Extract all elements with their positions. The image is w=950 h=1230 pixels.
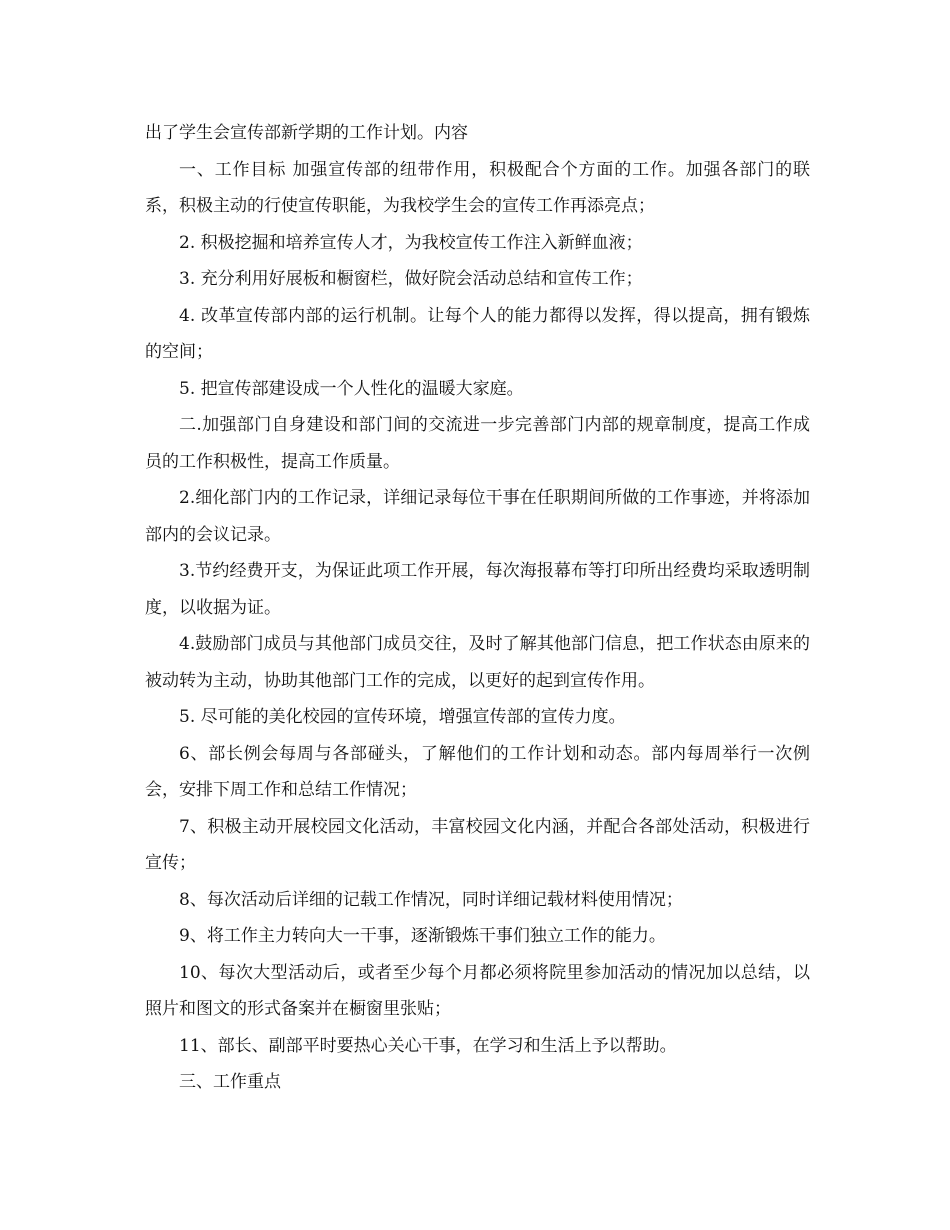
paragraph-section-2-item-2: 2.细化部门内的工作记录，详细记录每位干事在任职期间所做的工作事迹，并将添加部内的会议记录。	[145, 488, 810, 545]
paragraph-item-6: 6、部长例会每周与各部碰头，了解他们的工作计划和动态。部内每周举行一次例会，安排下周工作和总结工作情况；	[145, 743, 810, 800]
paragraph-goal-4: 4. 改革宣传部内部的运行机制。让每个人的能力都得以发挥，得以提高，拥有锻炼的空间；	[145, 305, 810, 362]
paragraph-goal-3: 3. 充分利用好展板和橱窗栏，做好院会活动总结和宣传工作；	[179, 269, 643, 289]
paragraph-goal-1: 一、工作目标 加强宣传部的纽带作用，积极配合个方面的工作。加强各部门的联系，积极主动的行使宣传职能，为我校学生会的宣传工作再添亮点；	[145, 159, 810, 216]
paragraph-goal-2: 2. 积极挖掘和培养宣传人才，为我校宣传工作注入新鲜血液；	[179, 232, 643, 253]
paragraph-goal-5: 5. 把宣传部建设成一个人性化的温暖大家庭。	[179, 378, 524, 399]
paragraph-item-8: 8、每次活动后详细的记载工作情况，同时详细记载材料使用情况；	[179, 889, 683, 910]
paragraph-item-9: 9、将工作主力转向大一干事，逐渐锻炼干事们独立工作的能力。	[179, 926, 666, 946]
paragraph-section-2-item-3: 3.节约经费开支，为保证此项工作开展，每次海报幕布等打印所出经费均采取透明制度，以收据为证。	[145, 561, 810, 618]
document-body	[145, 115, 810, 1101]
paragraph-intro: 出了学生会宣传部新学期的工作计划。内容	[145, 123, 468, 143]
paragraph-section-2-item-4: 4.鼓励部门成员与其他部门成员交往，及时了解其他部门信息，把工作状态由原来的被动转为主动，协助其他部门工作的完成，以更好的起到宣传作用。	[145, 634, 810, 691]
paragraph-item-7: 7、积极主动开展校园文化活动，丰富校园文化内涵，并配合各部处活动，积极进行宣传；	[145, 816, 810, 873]
paragraph-section-2-item-5: 5. 尽可能的美化校园的宣传环境，增强宣传部的宣传力度。	[179, 707, 626, 727]
paragraph-section-2: 二.加强部门自身建设和部门间的交流进一步完善部门内部的规章制度，提高工作成员的工作积极性，提高工作质量。	[145, 415, 810, 472]
section-heading-3: 三、工作重点	[179, 1072, 281, 1092]
paragraph-item-11: 11、部长、副部平时要热心关心干事，在学习和生活上予以帮助。	[179, 1035, 677, 1056]
paragraph-item-10: 10、每次大型活动后，或者至少每个月都必须将院里参加活动的情况加以总结，以照片和图文的形式备案并在橱窗里张贴；	[145, 962, 810, 1019]
